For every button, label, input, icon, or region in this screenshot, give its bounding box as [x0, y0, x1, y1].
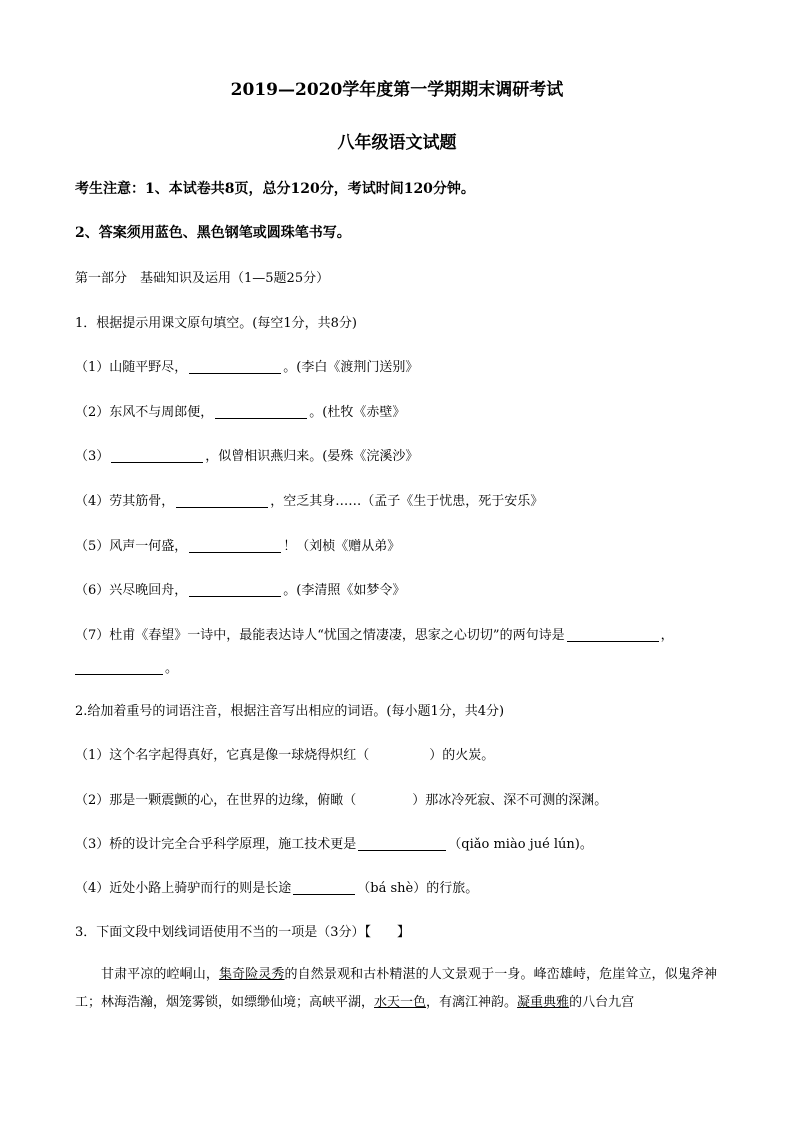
- q2-item-1-text: （1）这个名字起得真好，它真是像一球烧得炽红（: [75, 748, 370, 763]
- q2-item-2: [75, 789, 607, 808]
- question-2-stem: 2.给加着重号的词语注音，根据注音写出相应的词语。(每小题1分，共4分): [75, 704, 505, 719]
- answer-blank[interactable]: [75, 660, 163, 675]
- q1-item-1-source: 。(李白《渡荆门送别》: [283, 360, 419, 375]
- q2-item-1: [75, 744, 494, 763]
- q2-item-3: [75, 833, 593, 852]
- answer-blank[interactable]: [293, 880, 355, 895]
- exam-title: 2019—2020学年度第一学期期末调研考试: [230, 80, 564, 100]
- q1-item-2-source: 。(杜牧《赤壁》: [309, 405, 406, 420]
- passage-text: ，有漓江神韵。: [426, 995, 518, 1010]
- q2-item-2-end: ）那冰冷死寂、深不可测的深渊。: [412, 793, 608, 808]
- notice-line-2: 2、答案须用蓝色、黑色钢笔或圆珠笔书写。: [75, 225, 351, 241]
- section-heading: 第一部分 基础知识及运用（1—5题25分）: [75, 271, 330, 286]
- notice-line-1: 考生注意：1、本试卷共8页，总分120分，考试时间120分钟。: [75, 181, 475, 197]
- q1-item-3-text: （3）: [75, 449, 110, 464]
- exam-subtitle: 八年级语文试题: [337, 133, 457, 153]
- q2-item-4-text: （4）近处小路上骑驴而行的则是长途: [75, 881, 292, 896]
- q2-item-2-text: （2）那是一颗震颤的心，在世界的边缘，俯瞰（: [75, 793, 357, 808]
- q1-item-2: [75, 401, 405, 420]
- underlined-phrase: 集奇险灵秀: [218, 967, 285, 982]
- answer-blank[interactable]: [358, 836, 446, 851]
- q1-item-5-source: ！（刘桢《赠从弟》: [283, 539, 401, 554]
- q1-item-2-text: （2）东风不与周郎便，: [75, 405, 214, 420]
- q1-item-1-text: （1）山随平野尽，: [75, 360, 188, 375]
- passage-text: 的八台九宫: [569, 995, 635, 1010]
- q1-item-7: [75, 624, 674, 643]
- question-1-stem: 1．根据提示用课文原句填空。(每空1分，共8分): [75, 316, 357, 331]
- q1-item-6: [75, 579, 405, 598]
- q1-item-4-source: ，空乏其身……（孟子《生于忧患，死于安乐》: [270, 494, 544, 509]
- q1-item-7-end: 。: [165, 661, 179, 676]
- q3-passage: [75, 961, 717, 1017]
- q1-item-7-continued: [75, 657, 178, 676]
- q2-item-4: [75, 877, 478, 896]
- q1-item-4: [75, 490, 543, 509]
- q1-item-5-text: （5）风声一何盛，: [75, 539, 188, 554]
- q1-item-7-text: （7）杜甫《春望》一诗中，最能表达诗人“忧国之情凄凄，思家之心切切”的两句诗是: [75, 628, 565, 643]
- passage-text: 甘肃平凉的崆峒山，: [101, 967, 219, 982]
- answer-blank[interactable]: [176, 493, 268, 508]
- q1-item-5: [75, 535, 400, 554]
- q2-item-4-pinyin: （bá shè）的行旅。: [357, 881, 479, 896]
- q1-item-7-comma: ，: [660, 628, 674, 643]
- q1-item-6-source: 。(李清照《如梦令》: [283, 583, 406, 598]
- answer-blank[interactable]: [111, 448, 203, 463]
- answer-blank[interactable]: [189, 359, 281, 374]
- answer-blank[interactable]: [567, 627, 659, 642]
- q1-item-6-text: （6）兴尽晚回舟，: [75, 583, 188, 598]
- q1-item-3-source: ，似曾相识燕归来。(晏殊《浣溪沙》: [205, 449, 419, 464]
- q1-item-4-text: （4）劳其筋骨，: [75, 494, 175, 509]
- underlined-phrase: 水天一色: [374, 995, 427, 1010]
- underlined-phrase: 凝重典雅: [517, 995, 570, 1010]
- answer-blank[interactable]: [189, 538, 281, 553]
- answer-blank[interactable]: [189, 582, 281, 597]
- answer-blank[interactable]: [215, 404, 307, 419]
- q1-item-1: [75, 356, 418, 375]
- q1-item-3: [75, 445, 418, 464]
- passage-text: 的自然景观和古朴精湛的人文景观于一身。峰峦雄峙，危崖耸立，似鬼斧神工；林海浩瀚，烟笼雾锁，如缥缈仙境；高峡平湖，: [75, 967, 717, 1010]
- q2-item-3-pinyin: （qiǎo miào jué lún)。: [448, 837, 593, 852]
- q2-item-3-text: （3）桥的设计完全合乎科学原理，施工技术更是: [75, 837, 357, 852]
- q2-item-1-end: ）的火炭。: [429, 748, 495, 763]
- question-3-stem: 3．下面文段中划线词语使用不当的一项是（3分）【 】: [75, 925, 411, 940]
